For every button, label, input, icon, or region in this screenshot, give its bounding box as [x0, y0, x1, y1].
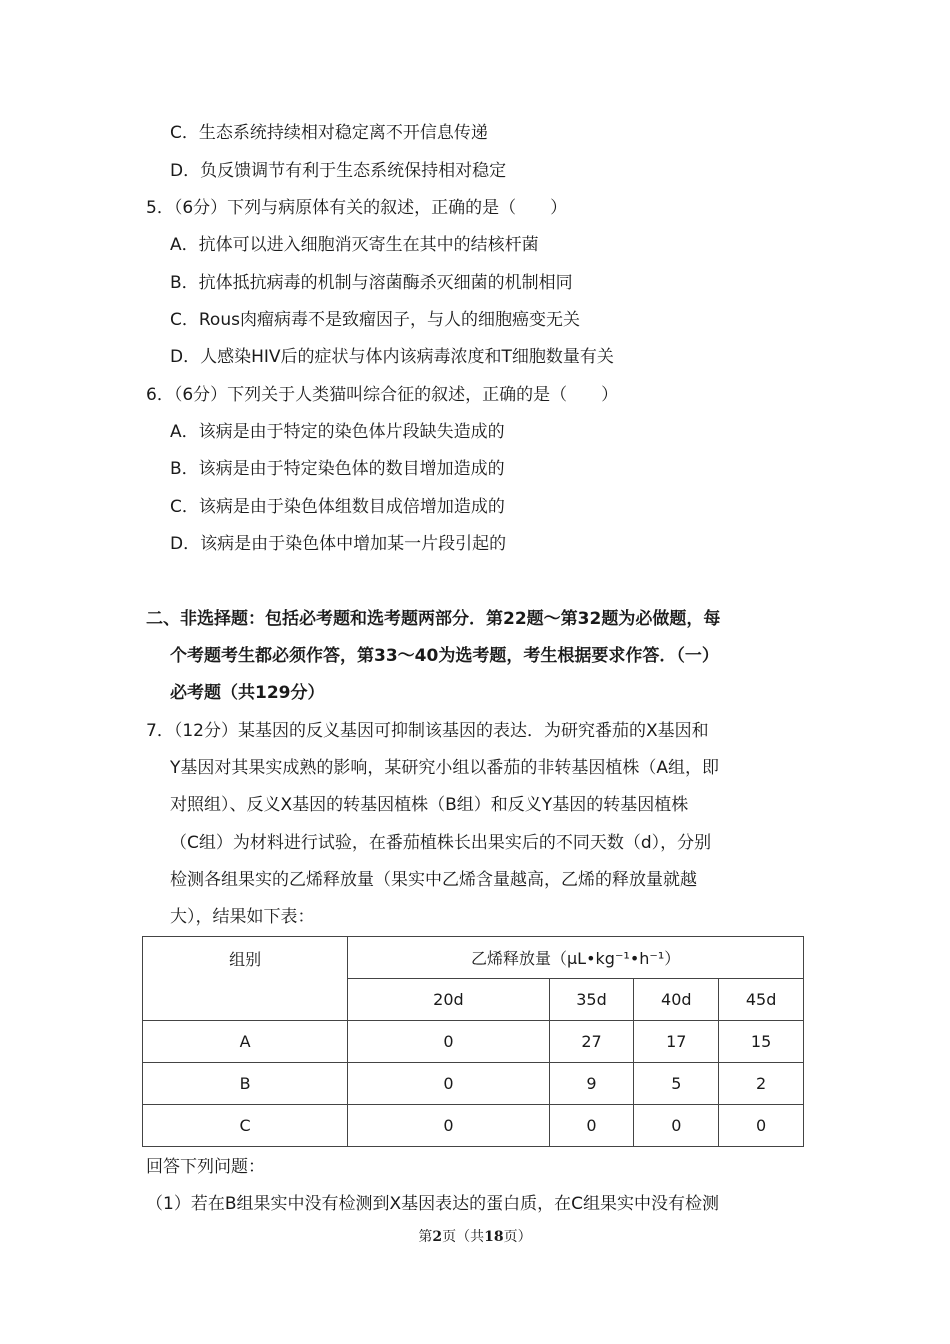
q7-subquestion-1: （1）若在B组果实中没有检测到X基因表达的蛋白质，在C组果实中没有检测 — [146, 1194, 719, 1214]
q7-answer-prompt: 回答下列问题： — [146, 1157, 265, 1177]
day-header-cell: 35d — [549, 979, 634, 1021]
table-row — [143, 1021, 804, 1063]
footer-page-number: 2 — [432, 1229, 443, 1245]
table-header-row — [143, 937, 804, 979]
q6-option-b: B．该病是由于特定染色体的数目增加造成的 — [170, 459, 505, 479]
measure-header-cell: 乙烯释放量（μL•kg⁻¹•h⁻¹） — [348, 937, 804, 979]
table-row — [143, 1105, 804, 1147]
q7-line4: （C组）为材料进行试验，在番茄植株长出果实后的不同天数（d），分别 — [170, 833, 712, 853]
q4-option-c: C．生态系统持续相对稳定离不开信息传递 — [170, 123, 488, 143]
q6-option-a: A．该病是由于特定的染色体片段缺失造成的 — [170, 422, 505, 442]
q5-stem: 5．（6分）下列与病原体有关的叙述，正确的是（ ） — [146, 198, 568, 218]
value-cell: 27 — [549, 1021, 634, 1063]
day-header-cell: 40d — [634, 979, 719, 1021]
value-cell: 0 — [348, 1021, 549, 1063]
table-row — [143, 1063, 804, 1105]
q7-line1: 7．（12分）某基因的反义基因可抑制该基因的表达．为研究番茄的X基因和 — [146, 721, 709, 741]
q6-option-c: C．该病是由于染色体组数目成倍增加造成的 — [170, 497, 505, 517]
q6-stem: 6．（6分）下列关于人类猫叫综合征的叙述，正确的是（ ） — [146, 385, 619, 405]
page-footer — [0, 1226, 950, 1246]
value-cell: 2 — [719, 1063, 804, 1105]
value-cell: 9 — [549, 1063, 634, 1105]
value-cell: 15 — [719, 1021, 804, 1063]
value-cell: 5 — [634, 1063, 719, 1105]
q6-option-d: D．该病是由于染色体中增加某一片段引起的 — [170, 534, 507, 554]
q7-line6: 大），结果如下表： — [170, 907, 315, 927]
group-cell: B — [143, 1063, 348, 1105]
value-cell: 17 — [634, 1021, 719, 1063]
section2-heading-line3: 必考题（共129分） — [170, 683, 325, 703]
section2-heading-line2: 个考题考生都必须作答，第33～40为选考题，考生根据要求作答．（一） — [170, 646, 719, 666]
q7-line3: 对照组）、反义X基因的转基因植株（B组）和反义Y基因的转基因植株 — [170, 795, 689, 815]
footer-prefix: 第 — [418, 1229, 433, 1245]
value-cell: 0 — [549, 1105, 634, 1147]
day-header-cell: 45d — [719, 979, 804, 1021]
footer-middle: 页（共 — [442, 1229, 485, 1245]
q4-option-d: D．负反馈调节有利于生态系统保持相对稳定 — [170, 161, 507, 181]
day-header-cell: 20d — [348, 979, 549, 1021]
value-cell: 0 — [348, 1063, 549, 1105]
value-cell: 0 — [719, 1105, 804, 1147]
ethylene-table — [142, 936, 804, 1147]
q5-option-c: C．Rous肉瘤病毒不是致瘤因子，与人的细胞癌变无关 — [170, 310, 580, 330]
group-cell: A — [143, 1021, 348, 1063]
value-cell: 0 — [348, 1105, 549, 1147]
q5-option-a: A．抗体可以进入细胞消灭寄生在其中的结核杆菌 — [170, 235, 539, 255]
q5-option-b: B．抗体抵抗病毒的机制与溶菌酶杀灭细菌的机制相同 — [170, 273, 573, 293]
q7-line5: 检测各组果实的乙烯释放量（果实中乙烯含量越高，乙烯的释放量就越 — [170, 870, 697, 890]
section2-heading-line1: 二、非选择题：包括必考题和选考题两部分．第22题～第32题为必做题，每 — [146, 609, 721, 629]
footer-total-pages: 18 — [484, 1229, 504, 1245]
group-cell: C — [143, 1105, 348, 1147]
group-header-cell: 组别 — [143, 937, 348, 1021]
q5-option-d: D．人感染HIV后的症状与体内该病毒浓度和T细胞数量有关 — [170, 347, 614, 367]
footer-suffix: 页） — [503, 1229, 532, 1245]
q7-line2: Y基因对其果实成熟的影响，某研究小组以番茄的非转基因植株（A组，即 — [170, 758, 720, 778]
value-cell: 0 — [634, 1105, 719, 1147]
